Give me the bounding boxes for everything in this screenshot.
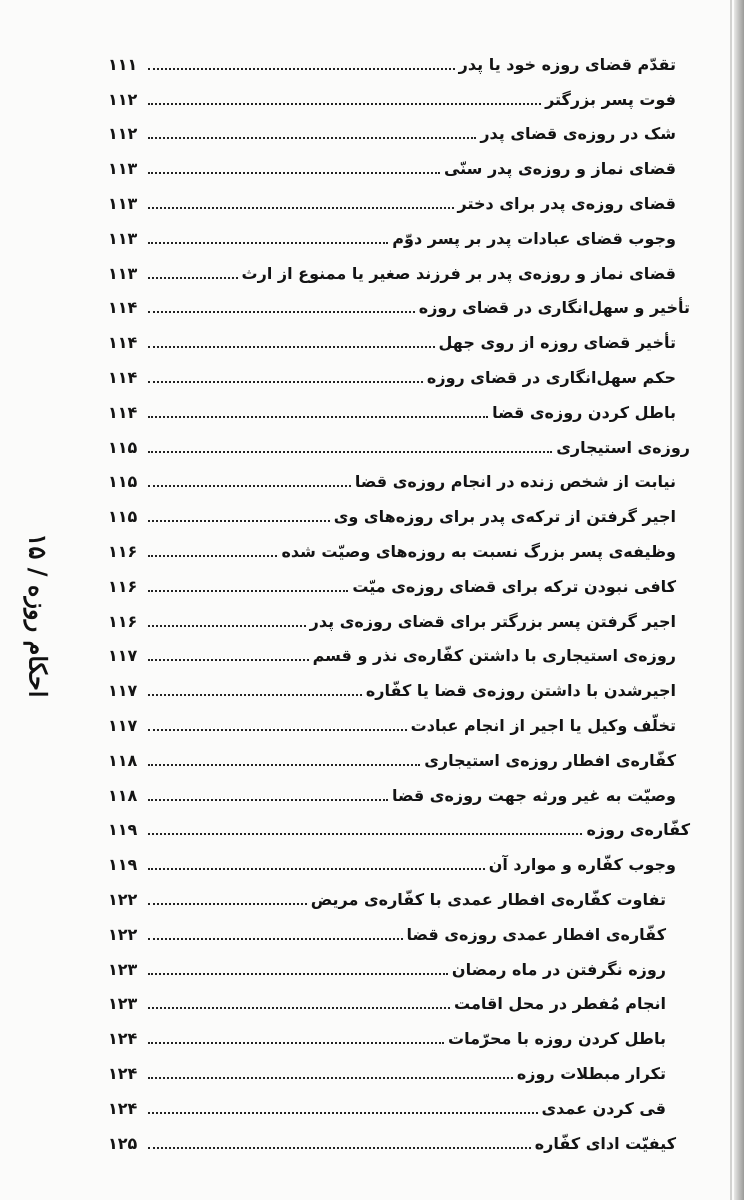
- dot-leader: [148, 67, 455, 70]
- toc-entry-title: تفاوت کفّاره‌ی افطار عمدی با کفّاره‌ی مریض: [310, 889, 666, 909]
- toc-entry: [108, 390, 690, 425]
- toc-entry-page-number: ۱۱۳: [108, 228, 138, 248]
- toc-entry-page-number: ۱۱۹: [108, 855, 138, 875]
- dot-leader: [148, 798, 388, 801]
- toc-entry: [108, 982, 690, 1017]
- toc-entry-title: کفّاره‌ی افطار روزه‌ی استیجاری: [424, 750, 676, 770]
- toc-entry-title: قضای نماز و روزه‌ی پدر بر فرزند صغیر یا ممنوع از ارث: [241, 263, 676, 283]
- dot-leader: [148, 589, 348, 592]
- toc-entry-title: حکم سهل‌انگاری در قضای روزه: [426, 367, 676, 387]
- toc-entry: [108, 77, 690, 112]
- dot-leader: [148, 415, 488, 418]
- toc-entry-page-number: ۱۱۴: [108, 367, 138, 387]
- toc-entry-title: قضای روزه‌ی پدر برای دختر: [457, 193, 676, 213]
- toc-entry-page-number: ۱۱۸: [108, 750, 138, 770]
- toc-entry-page-number: ۱۱۵: [108, 437, 138, 457]
- dot-leader: [148, 345, 435, 348]
- toc-entry-page-number: ۱۲۲: [108, 889, 138, 909]
- dot-leader: [148, 728, 407, 731]
- toc-entry: [108, 808, 690, 843]
- toc-entry-title: روزه نگرفتن در ماه رمضان: [451, 959, 666, 979]
- dot-leader: [148, 241, 388, 244]
- toc-entry-title: قضای نماز و روزه‌ی پدر سنّی: [443, 159, 676, 179]
- toc-entry-page-number: ۱۱۶: [108, 541, 138, 561]
- toc-entry-page-number: ۱۱۴: [108, 298, 138, 318]
- dot-leader: [148, 206, 454, 209]
- toc-entry-page-number: ۱۲۴: [108, 1029, 138, 1049]
- toc-entry-title: وجوب قضای عبادات پدر بر پسر دوّم: [392, 228, 676, 248]
- toc-entry-page-number: ۱۱۳: [108, 263, 138, 283]
- running-head-text: احکام روزه / ۱۵: [23, 533, 53, 697]
- toc-entry-page-number: ۱۱۴: [108, 333, 138, 353]
- dot-leader: [148, 902, 307, 905]
- toc-entry: [108, 877, 690, 912]
- toc-entry: [108, 320, 690, 355]
- table-of-contents: [108, 42, 690, 1156]
- toc-entry-page-number: ۱۱۷: [108, 715, 138, 735]
- toc-entry-page-number: ۱۱۵: [108, 472, 138, 492]
- toc-entry: [108, 494, 690, 529]
- toc-entry: [108, 668, 690, 703]
- dot-leader: [148, 1146, 531, 1149]
- toc-entry: [108, 634, 690, 669]
- toc-entry-page-number: ۱۱۱: [108, 54, 138, 74]
- dot-leader: [148, 832, 582, 835]
- toc-entry-title: فوت پسر بزرگتر: [545, 89, 676, 109]
- dot-leader: [148, 450, 552, 453]
- toc-entry: [108, 912, 690, 947]
- toc-entry-page-number: ۱۲۴: [108, 1098, 138, 1118]
- dot-leader: [148, 624, 306, 627]
- toc-entry: [108, 355, 690, 390]
- toc-entry-title: وصیّت به غیر ورثه جهت روزه‌ی قضا: [391, 785, 676, 805]
- toc-entry-title: وجوب کفّاره و موارد آن: [488, 855, 676, 875]
- toc-entry: [108, 773, 690, 808]
- toc-entry: [108, 947, 690, 982]
- toc-entry: [108, 42, 690, 77]
- toc-entry-title: کافی نبودن ترکه برای قضای روزه‌ی میّت: [352, 576, 676, 596]
- toc-entry-page-number: ۱۲۳: [108, 959, 138, 979]
- toc-entry: [108, 460, 690, 495]
- toc-entry: [108, 216, 690, 251]
- toc-entry-title: کفّاره‌ی روزه: [586, 820, 690, 840]
- toc-entry-page-number: ۱۲۵: [108, 1133, 138, 1153]
- dot-leader: [148, 693, 362, 696]
- toc-entry-title: تأخیر و سهل‌انگاری در قضای روزه: [418, 298, 690, 318]
- dot-leader: [148, 276, 238, 279]
- toc-entry-title: اجیرشدن با داشتن روزه‌ی قضا یا کفّاره: [365, 681, 676, 701]
- toc-entry: [108, 251, 690, 286]
- dot-leader: [148, 171, 440, 174]
- dot-leader: [148, 102, 541, 105]
- toc-entry: [108, 738, 690, 773]
- dot-leader: [148, 484, 351, 487]
- toc-entry-page-number: ۱۱۵: [108, 507, 138, 527]
- toc-entry-page-number: ۱۲۳: [108, 994, 138, 1014]
- dot-leader: [148, 937, 403, 940]
- toc-entry: [108, 1121, 690, 1156]
- toc-entry: [108, 181, 690, 216]
- toc-entry: [108, 1051, 690, 1086]
- toc-entry-page-number: ۱۱۳: [108, 159, 138, 179]
- toc-entry: [108, 529, 690, 564]
- toc-entry: [108, 842, 690, 877]
- dot-leader: [148, 867, 485, 870]
- dot-leader: [148, 763, 420, 766]
- toc-entry-title: کیفیّت ادای کفّاره: [534, 1133, 676, 1153]
- dot-leader: [148, 136, 476, 139]
- toc-entry: [108, 112, 690, 147]
- toc-entry: [108, 286, 690, 321]
- toc-entry-title: روزه‌ی استیجاری: [556, 437, 690, 457]
- toc-entry-title: انجام مُفطر در محل اقامت: [454, 994, 666, 1014]
- toc-entry-page-number: ۱۱۲: [108, 124, 138, 144]
- page-edge: [734, 0, 744, 1200]
- toc-entry-title: اجیر گرفتن پسر بزرگتر برای قضای روزه‌ی پدر: [309, 611, 676, 631]
- toc-entry-title: باطل کردن روزه‌ی قضا: [492, 402, 676, 422]
- toc-entry-page-number: ۱۱۷: [108, 646, 138, 666]
- toc-entry-title: نیابت از شخص زنده در انجام روزه‌ی قضا: [354, 472, 676, 492]
- toc-entry-title: اجیر گرفتن از ترکه‌ی پدر برای روزه‌های وی: [333, 507, 676, 527]
- dot-leader: [148, 519, 330, 522]
- dot-leader: [148, 658, 309, 661]
- toc-entry-title: روزه‌ی استیجاری با داشتن کفّاره‌ی نذر و قسم: [312, 646, 676, 666]
- dot-leader: [148, 380, 423, 383]
- toc-entry-page-number: ۱۱۶: [108, 576, 138, 596]
- toc-entry-page-number: ۱۱۹: [108, 820, 138, 840]
- dot-leader: [148, 554, 277, 557]
- dot-leader: [148, 1041, 444, 1044]
- toc-entry: [108, 1016, 690, 1051]
- toc-entry: [108, 1086, 690, 1121]
- toc-entry-title: وظیفه‌ی پسر بزرگ نسبت به روزه‌های وصیّت شده: [281, 541, 676, 561]
- toc-entry: [108, 146, 690, 181]
- toc-entry-page-number: ۱۲۴: [108, 1063, 138, 1083]
- dot-leader: [148, 1006, 450, 1009]
- toc-entry-title: قی کردن عمدی: [541, 1098, 666, 1118]
- toc-entry-page-number: ۱۱۶: [108, 611, 138, 631]
- toc-entry-title: تخلّف وکیل یا اجیر از انجام عبادت: [410, 715, 676, 735]
- toc-entry-page-number: ۱۱۲: [108, 89, 138, 109]
- toc-entry-page-number: ۱۱۴: [108, 402, 138, 422]
- toc-entry-page-number: ۱۱۳: [108, 193, 138, 213]
- toc-entry: [108, 599, 690, 634]
- toc-entry-title: کفّاره‌ی افطار عمدی روزه‌ی قضا: [406, 924, 666, 944]
- toc-entry: [108, 703, 690, 738]
- toc-entry-title: تقدّم قضای روزه خود یا پدر: [458, 54, 676, 74]
- toc-entry-title: تکرار مبطلات روزه: [516, 1063, 666, 1083]
- dot-leader: [148, 1111, 538, 1114]
- toc-entry-title: تأخیر قضای روزه از روی جهل: [438, 333, 676, 353]
- toc-entry: [108, 564, 690, 599]
- toc-entry-page-number: ۱۱۸: [108, 785, 138, 805]
- toc-entry-page-number: ۱۲۲: [108, 924, 138, 944]
- toc-entry-title: باطل کردن روزه با محرّمات: [448, 1029, 666, 1049]
- dot-leader: [148, 310, 415, 313]
- toc-entry: [108, 425, 690, 460]
- toc-entry-title: شک در روزه‌ی قضای پدر: [480, 124, 676, 144]
- dot-leader: [148, 1076, 513, 1079]
- running-head: [18, 480, 58, 750]
- dot-leader: [148, 972, 448, 975]
- toc-entry-page-number: ۱۱۷: [108, 681, 138, 701]
